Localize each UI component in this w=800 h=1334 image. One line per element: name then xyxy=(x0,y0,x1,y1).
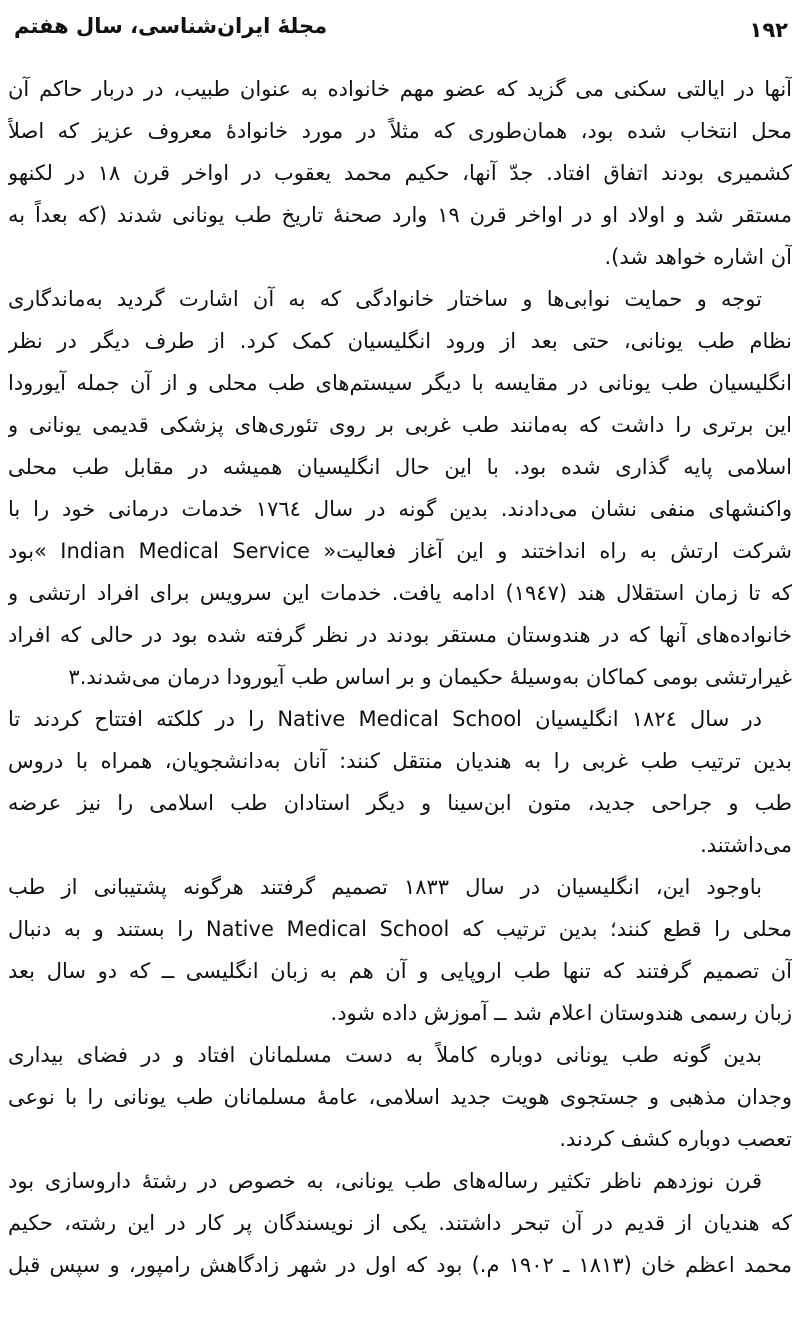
text-line: که هندیان از قدیم در آن تبحر داشتند. یکی از نویسندگان پر کار در این رشته، حکیم xyxy=(8,1211,792,1235)
text-line: مستقر شد و اولاد او در اواخر قرن ۱۹ وارد صحنهٔ تاریخ طب یونانی شدند (که بعداً به xyxy=(8,203,792,227)
text-line: آنها در ایالتی سکنی می گزید که عضو مهم خانواده به عنوان طبیب، در دربار حاکم آن xyxy=(8,77,792,101)
text-line: بدین گونه طب یونانی دوباره کاملاً به دست مسلمانان افتاد و در فضای بیداری xyxy=(8,1043,762,1067)
text-line: محل انتخاب شده بود، همان‌طوری که مثلاً در مورد خانوادهٔ معروف عزیز که اصلاً xyxy=(8,119,792,143)
body-text xyxy=(8,68,792,1286)
text-line: باوجود این، انگلیسیان در سال ۱۸۳۳ تصمیم گرفتند هرگونه پشتیبانی از طب xyxy=(8,875,763,899)
page-number: ۱۹۲ xyxy=(749,18,788,42)
text-line: که تا زمان استقلال هند (۱۹٤۷) ادامه یافت. خدمات این سرویس برای افراد ارتشی و xyxy=(8,581,792,605)
text-line: توجه و حمایت نوابی‌ها و ساختار خانوادگی که به آن اشارت گردید به‌ماندگاری xyxy=(8,287,762,311)
text-line: نظام طب یونانی، حتی بعد از ورود انگلیسیان کمک کرد. از طرف دیگر در نظر xyxy=(8,329,792,353)
text-line: طب و جراحی جدید، متون ابن‌سینا و دیگر استادان طب اسلامی را نیز عرضه xyxy=(8,791,792,815)
text-line: آن اشاره خواهد شد). xyxy=(604,245,792,269)
text-line: شرکت ارتش به راه انداختند و این آغاز فعالیت« Indian Medical Service »بود xyxy=(8,539,792,563)
text-line: تعصب دوباره کشف کردند. xyxy=(559,1127,792,1151)
text-line: اسلامی پایه گذاری شده بود. با این حال انگلیسیان همیشه در مقابل طب محلی xyxy=(8,455,792,479)
text-line: محلی را قطع کنند؛ بدین ترتیب که Native Medical School را بستند و به دنبال xyxy=(8,917,792,941)
text-line: کشمیری بودند اتفاق افتاد. جدّ آنها، حکیم محمد یعقوب در اواخر قرن ۱۸ در لکنهو xyxy=(8,161,792,185)
text-line: انگلیسیان طب یونانی در مقایسه با دیگر سیستم‌های طب محلی و از آن جمله آیورودا xyxy=(8,371,792,395)
text-line: وجدان مذهبی و جستجوی هویت جدید اسلامی، عامهٔ مسلمانان طب یونانی را با نوعی xyxy=(8,1085,792,1109)
text-line: واکنشهای منفی نشان می‌دادند. بدین گونه در سال ۱۷٦٤ خدمات درمانی خود را با xyxy=(8,497,792,521)
text-line: زبان رسمی هندوستان اعلام شد ــ آموزش داده شود. xyxy=(330,1001,792,1025)
running-header-journal-title: مجلهٔ ایران‌شناسی، سال هفتم xyxy=(14,14,328,38)
text-line: قرن نوزدهم ناظر تکثیر رساله‌های طب یونانی، به خصوص در رشتهٔ داروسازی بود xyxy=(8,1169,762,1193)
text-line: در سال ۱۸۲٤ انگلیسیان Native Medical School را در کلکته افتتاح کردند تا xyxy=(8,707,762,731)
text-line: می‌داشتند. xyxy=(700,833,792,857)
text-line: این برتری را داشت که به‌مانند طب غربی بر روی تئوری‌های پزشکی قدیمی یونانی و xyxy=(8,413,792,437)
text-line: محمد اعظم خان (۱۸۱۳ ـ ۱۹۰۲ م.) بود که اول در شهر زادگاهش رامپور، و سپس قبل xyxy=(8,1253,792,1277)
text-line: غیرارتشی بومی کماکان به‌وسیلهٔ حکیمان و بر اساس طب آیورودا درمان می‌شدند.۳ xyxy=(68,665,792,689)
text-line: خانواده‌های آنها که در هندوستان مستقر بودند در نظر گرفته شده بود در حالی که افراد xyxy=(8,623,792,647)
text-line: آن تصمیم گرفتند که تنها طب اروپایی و آن هم به زبان انگلیسی ــ که دو سال بعد xyxy=(8,959,792,983)
text-line: بدین ترتیب طب غربی را به هندیان منتقل کنند: آنان به‌دانشجویان، همراه با دروس xyxy=(8,749,792,773)
